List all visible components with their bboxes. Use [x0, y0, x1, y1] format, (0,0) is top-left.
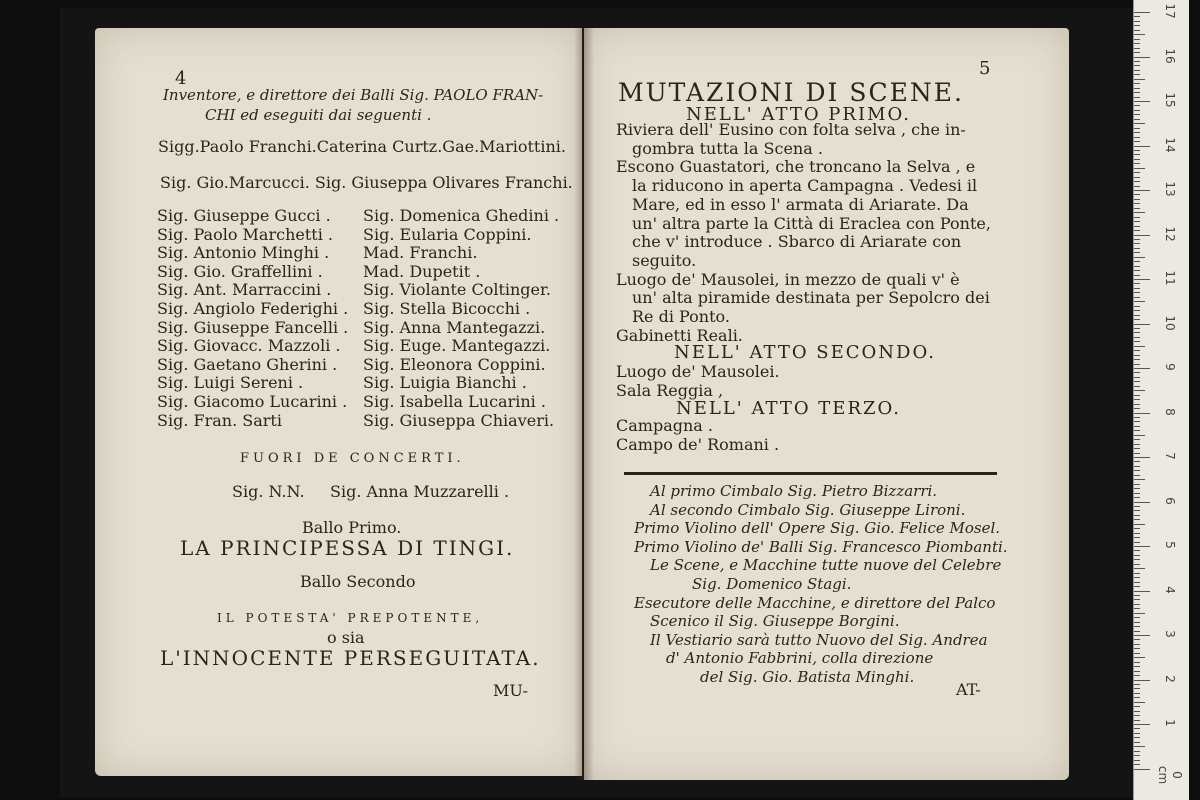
ruler-number: 11 — [1163, 270, 1177, 286]
ruler-number: 3 — [1163, 630, 1177, 638]
ruler-tick — [1134, 332, 1140, 333]
scene-line: Escono Guastatori, che troncano la Selva , e — [616, 157, 976, 177]
ruler-tick — [1134, 769, 1150, 770]
ruler-tick — [1134, 88, 1140, 89]
ruler-tick — [1134, 613, 1145, 614]
ruler-tick — [1134, 435, 1145, 436]
ruler-tick — [1134, 12, 1150, 13]
ruler-tick — [1134, 34, 1145, 35]
ruler-tick — [1134, 16, 1140, 17]
ruler-tick — [1134, 163, 1140, 164]
ruler-tick — [1134, 359, 1140, 360]
credit-line: Il Vestiario sarà tutto Nuovo del Sig. Andrea — [650, 630, 988, 649]
ruler-tick — [1134, 680, 1150, 681]
ruler-tick — [1134, 248, 1140, 249]
measuring-ruler — [1133, 0, 1189, 800]
ruler-tick — [1134, 377, 1140, 378]
dancer-left-entry: Sig. Paolo Marchetti . — [157, 224, 333, 244]
ruler-tick — [1134, 337, 1140, 338]
ruler-tick — [1134, 368, 1150, 369]
ruler-tick — [1134, 706, 1140, 707]
ruler-tick — [1134, 702, 1145, 703]
ruler-tick — [1134, 497, 1140, 498]
ruler-tick — [1134, 101, 1150, 102]
dancer-right-entry: Sig. Stella Bicocchi . — [363, 299, 531, 318]
scene-line: Re di Ponto. — [632, 307, 730, 326]
divider-rule — [624, 472, 997, 475]
ruler-number: 15 — [1163, 92, 1177, 108]
ruler-tick — [1134, 270, 1140, 271]
mutazioni-title: MUTAZIONI DI SCENE. — [618, 78, 964, 107]
ruler-number: 10 — [1163, 314, 1177, 331]
ruler-number: 7 — [1163, 452, 1177, 460]
ruler-tick — [1134, 97, 1140, 98]
ruler-tick — [1134, 381, 1140, 382]
ruler-tick — [1134, 235, 1150, 236]
ruler-tick — [1134, 457, 1150, 458]
principals-line-1: Sigg.Paolo Franchi.Caterina Curtz.Gae.Mariottini. — [158, 137, 566, 156]
ruler-tick — [1134, 292, 1140, 293]
ruler-tick — [1134, 128, 1140, 129]
ruler-number: 9 — [1163, 363, 1177, 371]
ruler-tick — [1134, 711, 1140, 712]
ruler-tick — [1134, 519, 1140, 520]
ruler-tick — [1134, 297, 1140, 298]
ruler-tick — [1134, 194, 1140, 195]
ruler-tick — [1134, 595, 1140, 596]
ruler-tick — [1134, 105, 1140, 106]
right-page-number: 5 — [979, 58, 991, 79]
scene-line: gombra tutta la Scena . — [632, 138, 823, 158]
ruler-tick — [1134, 648, 1140, 649]
atto-secondo-heading: NELL' ATTO SECONDO. — [674, 342, 936, 363]
left-page-number: 4 — [175, 68, 187, 89]
ruler-tick — [1134, 466, 1140, 467]
ruler-tick — [1134, 662, 1140, 663]
ruler-number: 8 — [1163, 407, 1177, 416]
ruler-tick — [1134, 150, 1140, 151]
ruler-tick — [1134, 524, 1145, 525]
ruler-tick — [1134, 132, 1140, 133]
ruler-tick — [1134, 564, 1140, 565]
ruler-tick — [1134, 168, 1145, 169]
ruler-number: 4 — [1163, 585, 1177, 594]
ruler-tick — [1134, 21, 1140, 22]
ruler-tick — [1134, 212, 1145, 213]
ruler-tick — [1134, 528, 1140, 529]
ruler-tick — [1134, 310, 1140, 311]
ruler-tick — [1134, 746, 1145, 747]
ruler-tick — [1134, 154, 1140, 155]
o-sia: o sia — [327, 628, 365, 647]
ruler-tick — [1134, 390, 1145, 391]
ruler-tick — [1134, 760, 1140, 761]
ruler-tick — [1134, 537, 1140, 538]
ruler-tick — [1134, 364, 1140, 365]
scene-line: Luogo de' Mausolei, in mezzo de quali v' è — [616, 269, 960, 289]
ruler-tick — [1134, 119, 1140, 120]
intro-line-2: CHI ed eseguiti dai seguenti . — [205, 106, 432, 124]
principals-line-2: Sig. Gio.Marcucci. Sig. Giuseppa Olivares Franchi. — [160, 173, 573, 192]
ruler-tick — [1134, 604, 1140, 605]
ruler-tick — [1134, 684, 1140, 685]
ruler-tick — [1134, 288, 1140, 289]
ruler-tick — [1134, 243, 1140, 244]
ruler-tick — [1134, 65, 1140, 66]
dancer-left-entry: Sig. Fran. Sarti — [157, 410, 282, 430]
ruler-tick — [1134, 639, 1140, 640]
ruler-tick — [1134, 742, 1140, 743]
dancer-left-entry: Sig. Angiolo Federighi . — [157, 299, 349, 318]
ruler-tick — [1134, 764, 1140, 765]
credit-line: Scenico il Sig. Giuseppe Borgini. — [650, 612, 900, 631]
ruler-tick — [1134, 755, 1140, 756]
book-gutter — [574, 28, 594, 780]
ruler-tick — [1134, 146, 1150, 147]
ruler-tick — [1134, 355, 1140, 356]
dancer-right-entry: Sig. Eleonora Coppini. — [363, 354, 546, 374]
ruler-tick — [1134, 190, 1150, 191]
ruler-tick — [1134, 48, 1140, 49]
ballo-primo-title: LA PRINCIPESSA DI TINGI. — [180, 536, 515, 560]
ruler-tick — [1134, 159, 1140, 160]
scene-line: Campo de' Romani . — [616, 434, 780, 454]
dancer-right-entry: Sig. Giuseppa Chiaveri. — [363, 410, 555, 430]
ruler-tick — [1134, 751, 1140, 752]
ruler-tick — [1134, 479, 1145, 480]
ruler-tick — [1134, 657, 1145, 658]
ruler-tick — [1134, 622, 1140, 623]
ruler-tick — [1134, 506, 1140, 507]
ruler-tick — [1134, 559, 1140, 560]
ruler-tick — [1134, 217, 1140, 218]
ruler-tick — [1134, 591, 1150, 592]
ruler-tick — [1134, 631, 1140, 632]
ballo-primo: Ballo Primo. — [302, 518, 402, 537]
ruler-tick — [1134, 30, 1140, 31]
ruler-tick — [1134, 324, 1150, 325]
ruler-number: 6 — [1163, 496, 1177, 505]
scene-line: un' alta piramide destinata per Sepolcro dei — [632, 288, 990, 308]
ruler-tick — [1134, 484, 1140, 485]
dancer-right-entry: Mad. Dupetit . — [363, 261, 481, 281]
dancer-right-entry: Sig. Luigia Bianchi . — [363, 373, 527, 393]
ruler-tick — [1134, 421, 1140, 422]
ruler-tick — [1134, 92, 1140, 93]
left-catchword: MU- — [493, 681, 528, 700]
ruler-number: 16 — [1163, 47, 1177, 64]
dancer-right-entry: Mad. Franchi. — [363, 243, 478, 263]
ruler-tick — [1134, 372, 1140, 373]
ruler-tick — [1134, 70, 1140, 71]
dancer-right-entry: Sig. Euge. Mantegazzi. — [363, 336, 551, 356]
scene-line: Sala Reggia , — [616, 380, 724, 400]
ruler-tick — [1134, 582, 1140, 583]
ruler-tick — [1134, 328, 1140, 329]
ruler-tick — [1134, 39, 1140, 40]
ruler-tick — [1134, 720, 1140, 721]
credit-line: del Sig. Gio. Batista Minghi. — [700, 668, 915, 686]
intro-line-1: Inventore, e direttore dei Balli Sig. PAOLO FRAN- — [163, 86, 544, 104]
ruler-number: 2 — [1163, 674, 1177, 683]
scene-line: la riducono in aperta Campagna . Vedesi il — [632, 176, 978, 196]
scene-line: Luogo de' Mausolei. — [616, 362, 780, 381]
ruler-number: 1 — [1163, 719, 1177, 727]
dancer-left-entry: Sig. Giovacc. Mazzoli . — [157, 336, 341, 356]
ruler-tick — [1134, 57, 1150, 58]
ruler-tick — [1134, 577, 1140, 578]
ballo-secondo: Ballo Secondo — [300, 572, 416, 591]
ruler-tick — [1134, 733, 1140, 734]
ruler-tick — [1134, 448, 1140, 449]
ruler-tick — [1134, 533, 1140, 534]
scene-line: che v' introduce . Sbarco di Ariarate con — [632, 232, 962, 252]
ruler-tick — [1134, 221, 1140, 222]
ruler-tick — [1134, 266, 1140, 267]
ruler-tick — [1134, 110, 1140, 111]
ruler-tick — [1134, 439, 1140, 440]
scene-line: Mare, ed in esso l' armata di Ariarate. Da — [632, 194, 969, 214]
ruler-tick — [1134, 137, 1140, 138]
scene-line: Gabinetti Reali. — [616, 325, 743, 345]
credit-line: Primo Violino dell' Opere Sig. Gio. Felice Mosel. — [634, 519, 1001, 538]
scene-line: Riviera dell' Eusino con folta selva , che in- — [616, 120, 966, 139]
ruler-number: 0 cm — [1156, 765, 1184, 784]
ruler-tick — [1134, 475, 1140, 476]
ruler-tick — [1134, 453, 1140, 454]
ruler-tick — [1134, 43, 1140, 44]
ruler-tick — [1134, 199, 1140, 200]
innocente-title: L'INNOCENTE PERSEGUITATA. — [160, 646, 541, 670]
dancer-right-entry: Sig. Domenica Ghedini . — [363, 206, 560, 225]
credit-line: Esecutore delle Macchine, e direttore del Palco — [634, 593, 996, 612]
ruler-tick — [1134, 546, 1150, 547]
ruler-tick — [1134, 671, 1140, 672]
ruler-tick — [1134, 203, 1140, 204]
fuori-heading: FUORI DE CONCERTI. — [240, 451, 465, 466]
ruler-tick — [1134, 715, 1140, 716]
dancer-right-entry: Sig. Eularia Coppini. — [363, 224, 532, 244]
ruler-tick — [1134, 510, 1140, 511]
ruler-tick — [1134, 141, 1140, 142]
ruler-tick — [1134, 573, 1140, 574]
left-page — [95, 28, 582, 776]
ruler-tick — [1134, 444, 1140, 445]
ruler-tick — [1134, 635, 1150, 636]
ruler-tick — [1134, 644, 1140, 645]
ruler-tick — [1134, 74, 1140, 75]
ruler-tick — [1134, 550, 1140, 551]
scene-line: un' altra parte la Città di Eraclea con Ponte, — [632, 213, 991, 233]
ruler-tick — [1134, 488, 1140, 489]
ruler-tick — [1134, 688, 1140, 689]
ruler-tick — [1134, 61, 1140, 62]
ruler-tick — [1134, 346, 1145, 347]
ruler-tick — [1134, 275, 1140, 276]
ruler-tick — [1134, 177, 1140, 178]
ruler-tick — [1134, 114, 1140, 115]
scene-line: Campagna . — [616, 416, 713, 435]
ruler-tick — [1134, 737, 1140, 738]
ruler-tick — [1134, 568, 1145, 569]
ruler-tick — [1134, 542, 1140, 543]
atto-terzo-heading: NELL' ATTO TERZO. — [676, 398, 901, 419]
dancer-left-entry: Sig. Giuseppe Gucci . — [157, 206, 331, 225]
ruler-tick — [1134, 430, 1140, 431]
ruler-tick — [1134, 226, 1140, 227]
ruler-number: 12 — [1163, 225, 1177, 242]
dancer-left-entry: Sig. Giuseppe Fancelli . — [157, 317, 349, 337]
fuori-line: Sig. N.N. Sig. Anna Muzzarelli . — [232, 482, 510, 501]
ruler-tick — [1134, 599, 1140, 600]
ruler-number: 17 — [1163, 3, 1177, 19]
ruler-tick — [1134, 728, 1140, 729]
ruler-tick — [1134, 181, 1140, 182]
ruler-tick — [1134, 252, 1140, 253]
ruler-tick — [1134, 208, 1140, 209]
ruler-tick — [1134, 306, 1140, 307]
credit-line: Le Scene, e Macchine tutte nuove del Celebre — [650, 556, 1002, 575]
ruler-tick — [1134, 239, 1140, 240]
ruler-tick — [1134, 693, 1140, 694]
atto-primo-heading: NELL' ATTO PRIMO. — [686, 104, 911, 125]
ruler-number: 14 — [1163, 136, 1177, 153]
ruler-tick — [1134, 301, 1145, 302]
ruler-tick — [1134, 319, 1140, 320]
credit-line: Primo Violino de' Balli Sig. Francesco Piombanti. — [634, 537, 1008, 556]
ruler-tick — [1134, 617, 1140, 618]
right-page — [584, 28, 1069, 780]
ruler-tick — [1134, 261, 1140, 262]
ruler-number: 5 — [1163, 541, 1177, 549]
ruler-tick — [1134, 675, 1140, 676]
ruler-tick — [1134, 123, 1145, 124]
ruler-tick — [1134, 608, 1140, 609]
ballo-secondo-title: IL POTESTA' PREPOTENTE, — [217, 611, 484, 625]
dancer-left-entry: Sig. Luigi Sereni . — [157, 373, 304, 393]
ruler-tick — [1134, 279, 1150, 280]
ruler-tick — [1134, 426, 1140, 427]
ruler-number: 13 — [1163, 181, 1177, 197]
ruler-tick — [1134, 417, 1140, 418]
ruler-tick — [1134, 83, 1140, 84]
ruler-tick — [1134, 470, 1140, 471]
ruler-tick — [1134, 413, 1150, 414]
ruler-tick — [1134, 697, 1140, 698]
scene-line: seguito. — [632, 250, 697, 270]
ruler-tick — [1134, 555, 1140, 556]
ruler-tick — [1134, 515, 1140, 516]
ruler-tick — [1134, 502, 1150, 503]
ruler-tick — [1134, 257, 1145, 258]
ruler-tick — [1134, 586, 1140, 587]
dancer-left-entry: Sig. Giacomo Lucarini . — [157, 392, 348, 411]
ruler-tick — [1134, 386, 1140, 387]
ruler-tick — [1134, 283, 1140, 284]
ruler-tick — [1134, 230, 1140, 231]
ruler-tick — [1134, 408, 1140, 409]
ruler-tick — [1134, 350, 1140, 351]
ruler-tick — [1134, 653, 1140, 654]
ruler-tick — [1134, 315, 1140, 316]
credit-line: Al primo Cimbalo Sig. Pietro Bizzarri. — [650, 482, 938, 500]
ruler-tick — [1134, 52, 1140, 53]
dancer-left-entry: Sig. Antonio Minghi . — [157, 243, 330, 263]
dancer-left-entry: Sig. Ant. Marraccini . — [157, 280, 332, 300]
ruler-tick — [1134, 186, 1140, 187]
ruler-tick — [1134, 493, 1140, 494]
ruler-tick — [1134, 404, 1140, 405]
ruler-tick — [1134, 341, 1140, 342]
dancer-left-entry: Sig. Gio. Graffellini . — [157, 261, 323, 281]
dancer-left-entry: Sig. Gaetano Gherini . — [157, 354, 338, 374]
ruler-tick — [1134, 172, 1140, 173]
ruler-tick — [1134, 25, 1140, 26]
credit-line: Sig. Domenico Stagi. — [692, 575, 852, 593]
ruler-tick — [1134, 724, 1150, 725]
ruler-tick — [1134, 395, 1140, 396]
ruler-tick — [1134, 666, 1140, 667]
ruler-tick — [1134, 626, 1140, 627]
credit-line: Al secondo Cimbalo Sig. Giuseppe Lironi. — [650, 500, 966, 519]
dancer-right-entry: Sig. Violante Coltinger. — [363, 280, 551, 300]
ruler-tick — [1134, 461, 1140, 462]
ruler-tick — [1134, 399, 1140, 400]
credit-line: d' Antonio Fabbrini, colla direzione — [666, 649, 934, 668]
right-catchword: AT- — [956, 680, 981, 699]
ruler-tick — [1134, 79, 1145, 80]
dancer-right-entry: Sig. Isabella Lucarini . — [363, 392, 546, 411]
dancer-right-entry: Sig. Anna Mantegazzi. — [363, 317, 546, 337]
